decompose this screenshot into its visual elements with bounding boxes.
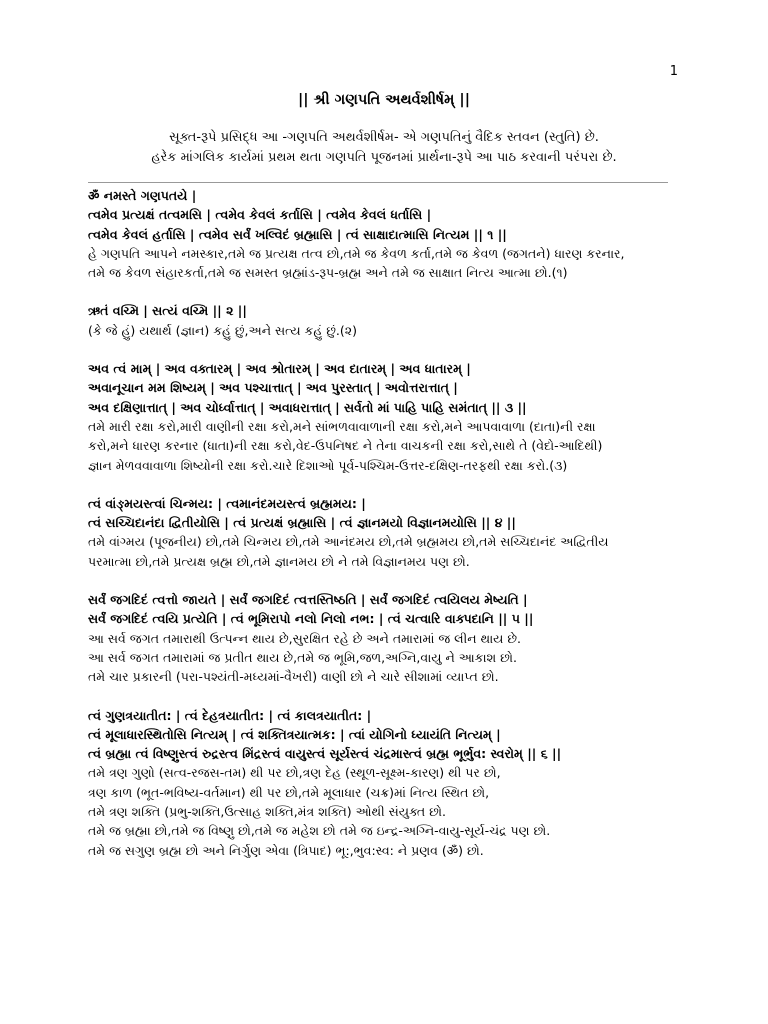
gujarati-line: પરમાત્મા છો,તમે પ્રત્યક્ષ બ્રહ્મ છો,તમે જ્ઞાનમય છો ને તમે વિજ્ઞાનમય પણ છો. <box>88 553 470 569</box>
sanskrit-line: ત્વં વાંઙ્મયસ્ત્વાં ચિન્મય: | ત્વમાનંદમયસ્ત્વં બ્રહ્મમય: | <box>88 495 366 511</box>
intro-paragraph <box>0 128 768 168</box>
verse-2 <box>88 301 688 340</box>
verse-4 <box>88 494 688 571</box>
gujarati-line: કરો,મને ધારણ કરનાર (ધાતા)ની રક્ષા કરો,વેદ-ઉપનિષદ ને તેના વાચકની રક્ષા કરો,સાથે તે (વેદો-આદિથી) <box>88 438 603 454</box>
sanskrit-line: ત્વં મૂલાધારસ્થિતોસિ નિત્યમ્ | ત્વં શક્તિત્રયાત્મક: | ત્વાં યોગિનો ધ્યાયંતિ નિત્યમ્ | <box>88 726 501 742</box>
sanskrit-line: સર્વં જગદિદં ત્વત્તો જાયતે | સર્વં જગદિદં ત્વત્તસ્તિષ્ઠતિ | સર્વં જગદિદં ત્વયિલય મેષ્યતિ | <box>88 592 528 608</box>
divider-rule <box>88 182 668 183</box>
sanskrit-line: સર્વં જગદિદં ત્વયિ પ્રત્યેતિ | ત્વં ભૂમિરાપો નલો નિલો નભ: | ત્વં ચત્વારિ વાક્પદાનિ || ૫ || <box>88 611 534 627</box>
page-number: 1 <box>669 64 678 79</box>
gujarati-line: આ સર્વ જગત તમારામાં જ પ્રતીત થાય છે,તમે જ ભૂમિ,જળ,અગ્નિ,વાયુ ને આકાશ છો. <box>88 649 517 665</box>
verse-5 <box>88 590 688 686</box>
gujarati-line: તમે ચાર પ્રકારની (પરા-પશ્યંતી-મધ્યમાં-વૈખરી) વાણી છો ને ચારે સીશામાં વ્યાપ્ત છો. <box>88 669 499 685</box>
gujarati-line: (કે જે હું) યથાર્થ (જ્ઞાન) કહું છું,અને સત્ય કહું છું.(૨) <box>88 322 357 338</box>
gujarati-line: તમે મારી રક્ષા કરો,મારી વાણીની રક્ષા કરો,મને સાંભળવાવાળાની રક્ષા કરો,મને આપવાવાળા (દાતા)ની રક્ષા <box>88 418 596 434</box>
verse-1 <box>88 186 688 282</box>
verse-3 <box>88 359 688 475</box>
gujarati-line: તમે ત્રણ ગુણો (સત્વ-રજસ-તમ) થી પર છો,ત્રણ દેહ (સ્થૂળ-સૂક્ષ્મ-કારણ) થી પર છો, <box>88 765 501 781</box>
gujarati-line: ત્રણ કાળ (ભૂત-ભવિષ્ય-વર્તમાન) થી પર છો,તમે મૂલાધાર (ચક્ર)માં નિત્ય સ્થિત છો, <box>88 784 490 800</box>
sanskrit-line: ઋતં વચ્મિ | સત્યં વચ્મિ || ૨ || <box>88 303 247 319</box>
sanskrit-line: અવ ત્વં મામ્ | અવ વક્તારમ્ | અવ શ્રોતારમ્ | અવ દાતારમ્ | અવ ધાતારમ્ | <box>88 361 471 377</box>
sanskrit-line: ત્વં બ્રહ્મા ત્વં વિષ્ણુસ્ત્વં રુદ્રસ્ત્વ મિંદ્રસ્ત્વં વાયુસ્ત્વં સૂર્યસ્ત્વં ચંદ્રમાસ્ત્વં બ્રહ્મ ભૂર્ભુવ: સ્વરોમ્ || ૬ || <box>88 746 562 762</box>
sanskrit-line: ત્વમેવ કેવલં હર્તાસિ | ત્વમેવ સર્વં ખલ્વિદં બ્રહ્માસિ | ત્વં સાક્ષાદાત્માસિ નિત્યમ || ૧ || <box>88 226 507 242</box>
sanskrit-line: ત્વમેવ પ્રત્યક્ષં તત્વમસિ | ત્વમેવ કેવલં કર્તાસિ | ત્વમેવ કેવલં ધર્તાસિ | <box>88 207 432 223</box>
sanskrit-line: અવાનૂચાન મમ શિષ્યમ્ | અવ પશ્ચાત્તાત્ | અવ પુરસ્તાત્ | અવોત્તરાત્તાત્ | <box>88 380 458 396</box>
gujarati-line: હે ગણપતિ આપને નમસ્કાર,તમે જ પ્રત્યક્ષ તત્વ છો,તમે જ કેવળ કર્તા,તમે જ કેવળ (જગતને) ધારણ કરનાર, <box>88 245 625 261</box>
verse-list <box>88 186 688 879</box>
document-title: || શ્રી ગણપતિ અથર્વશીર્ષમ્ || <box>298 92 470 108</box>
gujarati-line: તમે વાંગ્મય (પૂજનીય) છો,તમે ચિન્મય છો,તમે આનંદમય છો,તમે બ્રહ્મમય છો,તમે સચ્ચિદાનંદ અદ્વિતીય <box>88 534 609 550</box>
verse-6 <box>88 706 688 860</box>
gujarati-line: જ્ઞાન મેળવવાવાળા શિષ્યોની રક્ષા કરો.ચારે દિશાઓ પૂર્વ-પશ્ચિમ-ઉત્તર-દક્ષિણ-તરફથી રક્ષા કરો.(૩) <box>88 457 568 473</box>
intro-line: સૂક્ત-રૂપે પ્રસિદ્ધ આ -ગણપતિ અથર્વશીર્ષમ- એ ગણપતિનું વૈદિક સ્તવન (સ્તુતિ) છે. <box>169 130 599 145</box>
intro-line: હરેક માંગલિક કાર્યમાં પ્રથમ થતા ગણપતિ પૂજનમાં પ્રાર્થના-રૂપે આ પાઠ કરવાની પરંપરા છે. <box>151 150 617 165</box>
sanskrit-line: અવ દક્ષિણાત્તાત્ | અવ ચોર્ધ્વાત્તાત્ | અવાધરાત્તાત્ | સર્વતો માં પાહિ પાહિ સમંતાત્ || ૩ || <box>88 399 527 415</box>
gujarati-line: તમે ત્રણ શક્તિ (પ્રભુ-શક્તિ,ઉત્સાહ શક્તિ,મંત્ર શક્તિ) ઓથી સંયુક્ત છો. <box>88 804 446 820</box>
gujarati-line: આ સર્વ જગત તમારાથી ઉત્પન્ન થાય છે,સુરક્ષિત રહે છે અને તમારામાં જ લીન થાય છે. <box>88 630 521 646</box>
gujarati-line: તમે જ બ્રહ્મા છો,તમે જ વિષ્ણુ છો,તમે જ મહેશ છો તમે જ ઇન્દ્ર-અગ્નિ-વાયુ-સૂર્ય-ચંદ્ર પણ છો. <box>88 823 551 839</box>
gujarati-line: તમે જ કેવળ સંહારકર્તા,તમે જ સમસ્ત બ્રહ્માંડ-રૂપ-બ્રહ્મ અને તમે જ સાક્ષાત નિત્ય આત્મા છો.(૧) <box>88 265 568 281</box>
gujarati-line: તમે જ સગુણ બ્રહ્મ છો અને નિર્ગુણ એવા (ત્રિપાદ) ભૂ:,ભુવ:સ્વ: ને પ્રણવ (ॐ) છો. <box>88 842 484 858</box>
sanskrit-line: ત્વં સચ્ચિદાનંદા દ્વિતીયોસિ | ત્વં પ્રત્યક્ષં બ્રહ્માસિ | ત્વં જ્ઞાનમયો વિજ્ઞાનમયોસિ || ૪ || <box>88 515 516 531</box>
sanskrit-line: ત્વં ગુણત્રયાતીત: | ત્વં દેહત્રયાતીત: | ત્વં કાલત્રયાતીત: | <box>88 707 372 723</box>
sanskrit-line: ॐ નમસ્તે ગણપતયે | <box>88 188 197 203</box>
